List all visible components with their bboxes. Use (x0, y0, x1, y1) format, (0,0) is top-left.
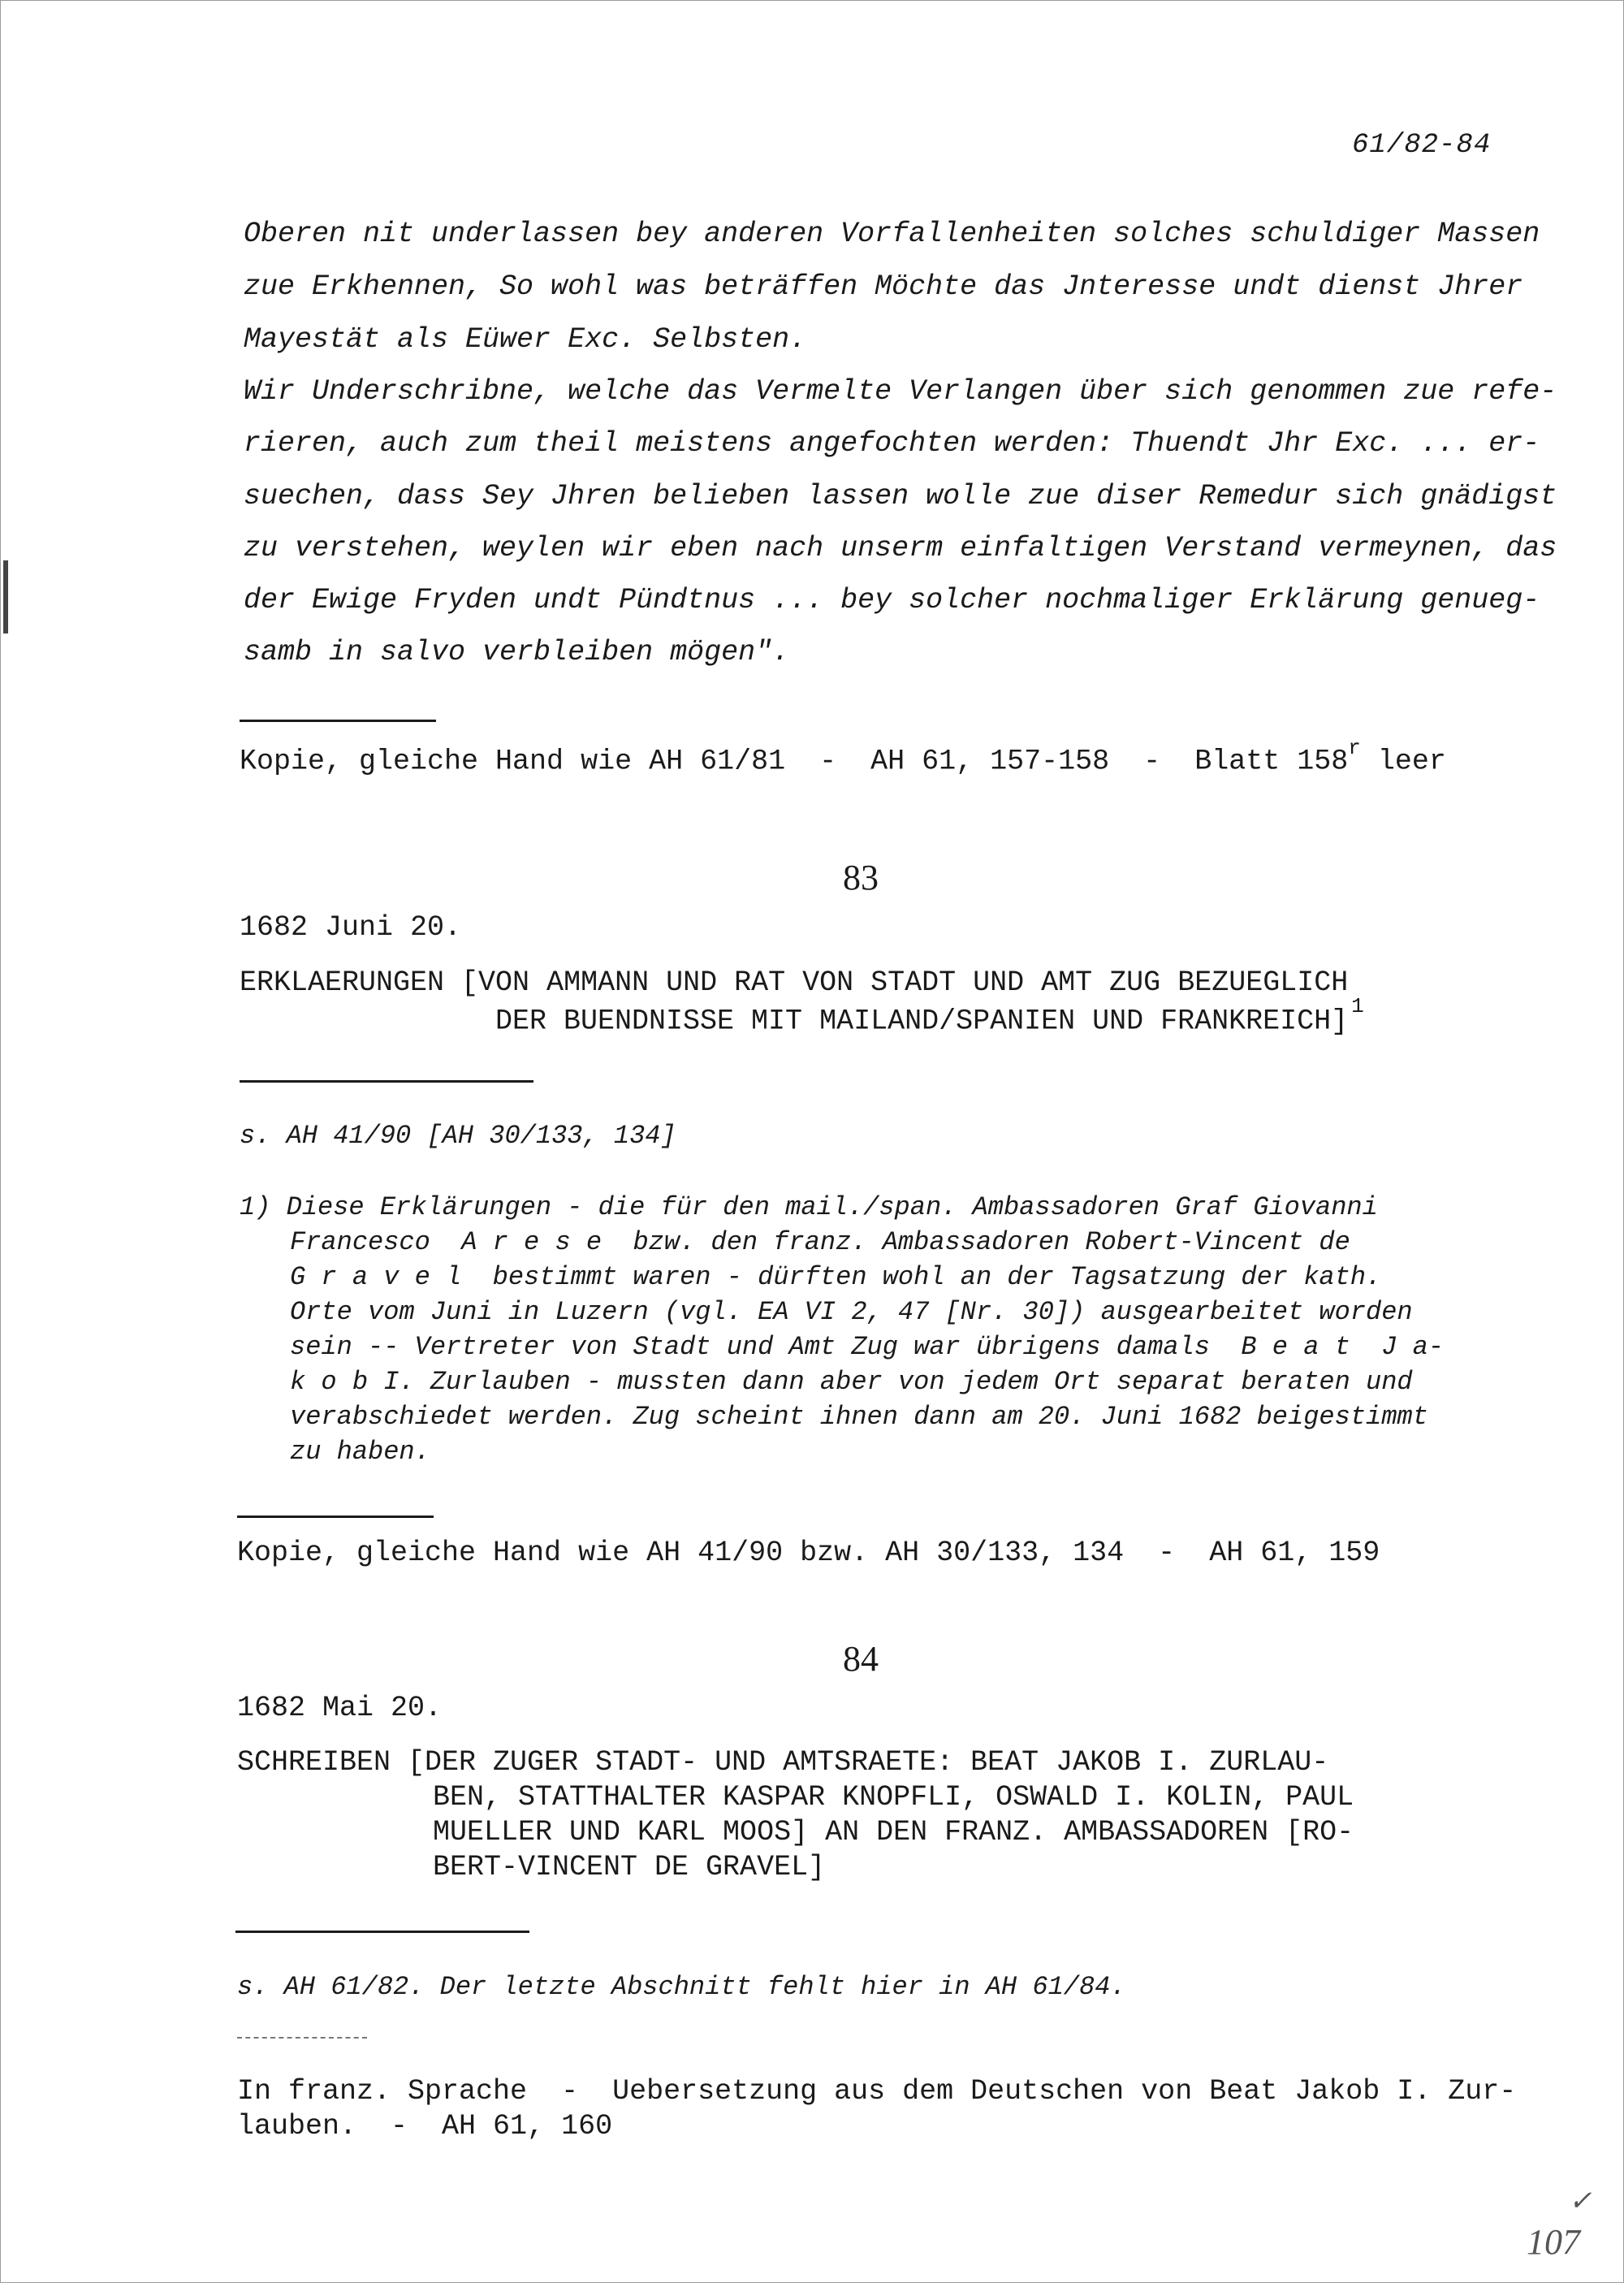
dashed-separator (237, 2037, 367, 2039)
letter-line: zu verstehen, weylen wir eben nach unserm einfaltigen Verstand vermeynen, das (244, 532, 1557, 564)
entry-84-date: 1682 Mai 20. (237, 1692, 443, 1724)
checkmark-icon: ✓ (1569, 2186, 1592, 2216)
entry-84-reference: s. AH 61/82. Der letzte Abschnitt fehlt hier in AH 61/84. (237, 1972, 1126, 2002)
letter-line: zue Erkhennen, So wohl was beträffen Möchte das Jnteresse undt dienst Jhrer (244, 270, 1523, 303)
letter-line: suechen, dass Sey Jhren belieben lassen wolle zue diser Remedur sich gnädigst (244, 480, 1557, 512)
separator-rule (237, 1516, 434, 1518)
footnote-line: zu haben. (290, 1437, 430, 1467)
entry-number-84: 84 (843, 1639, 879, 1679)
entry-84-title-line: MUELLER UND KARL MOOS] AN DEN FRANZ. AMBASSADOREN [RO- (433, 1816, 1354, 1848)
source-note-82 (240, 736, 1446, 778)
entry-84-source-line: In franz. Sprache - Uebersetzung aus dem Deutschen von Beat Jakob I. Zur- (237, 2075, 1517, 2108)
page-reference: 61/82-84 (1352, 130, 1492, 161)
letter-line: Mayestät als Eüwer Exc. Selbsten. (244, 323, 807, 356)
footnote-line: verabschiedet werden. Zug scheint ihnen dann am 20. Juni 1682 beigestimmt (290, 1402, 1428, 1432)
letter-line: Oberen nit underlassen bey anderen Vorfallenheiten solches schuldiger Massen (244, 218, 1540, 250)
footnote-line: Francesco A r e s e bzw. den franz. Ambassadoren Robert-Vincent de (290, 1227, 1350, 1257)
entry-84-title-line: SCHREIBEN [DER ZUGER STADT- UND AMTSRAETE: BEAT JAKOB I. ZURLAU- (237, 1746, 1329, 1779)
separator-rule (240, 720, 436, 722)
footnote-line: k o b I. Zurlauben - mussten dann aber von jedem Ort separat beraten und (290, 1367, 1413, 1397)
footnote-mark: 1 (1351, 994, 1364, 1018)
letter-line: Wir Underschribne, welche das Vermelte Verlangen über sich genommen zue refe- (244, 375, 1557, 408)
entry-83-reference: s. AH 41/90 [AH 30/133, 134] (240, 1121, 676, 1151)
entry-83-date: 1682 Juni 20. (240, 911, 462, 944)
entry-83-source-note: Kopie, gleiche Hand wie AH 41/90 bzw. AH 30/133, 134 - AH 61, 159 (237, 1537, 1380, 1569)
footnote-line: sein -- Vertreter von Stadt und Amt Zug war übrigens damals B e a t J a- (290, 1332, 1445, 1362)
entry-84-title-line: BEN, STATTHALTER KASPAR KNOPFLI, OSWALD I. KOLIN, PAUL (433, 1781, 1354, 1814)
entry-84-title-line: BERT-VINCENT DE GRAVEL] (433, 1851, 826, 1883)
separator-rule (240, 1080, 533, 1083)
source-note-82-suffix: leer (1360, 745, 1446, 778)
letter-line: samb in salvo verbleiben mögen". (244, 636, 790, 668)
source-note-82-superscript: r (1348, 736, 1361, 760)
footnote-line: 1) Diese Erklärungen - die für den mail./span. Ambassadoren Graf Giovanni (240, 1192, 1378, 1222)
footnote-line: G r a v e l bestimmt waren - dürften wohl an der Tagsatzung der kath. (290, 1262, 1382, 1292)
letter-line: der Ewige Fryden undt Pündtnus ... bey solcher nochmaliger Erklärung genueg- (244, 584, 1540, 616)
entry-83-title-text: DER BUENDNISSE MIT MAILAND/SPANIEN UND FRANKREICH] (495, 1005, 1349, 1038)
letter-line: rieren, auch zum theil meistens angefochten werden: Thuendt Jhr Exc. ... er- (244, 427, 1540, 460)
handwritten-page-number: 107 (1527, 2222, 1580, 2262)
source-note-82-text: Kopie, gleiche Hand wie AH 61/81 - AH 61, 157-158 - Blatt 158 (240, 745, 1349, 778)
entry-83-title-line: ERKLAERUNGEN [VON AMMANN UND RAT VON STADT UND AMT ZUG BEZUEGLICH (240, 966, 1349, 999)
footnote-line: Orte vom Juni in Luzern (vgl. EA VI 2, 47 [Nr. 30]) ausgearbeitet worden (290, 1297, 1413, 1327)
margin-bracket-mark (3, 560, 8, 633)
entry-number-83: 83 (843, 858, 879, 897)
entry-83-title-line (495, 994, 1364, 1038)
separator-rule (235, 1931, 529, 1933)
entry-84-source-line: lauben. - AH 61, 160 (237, 2110, 613, 2142)
